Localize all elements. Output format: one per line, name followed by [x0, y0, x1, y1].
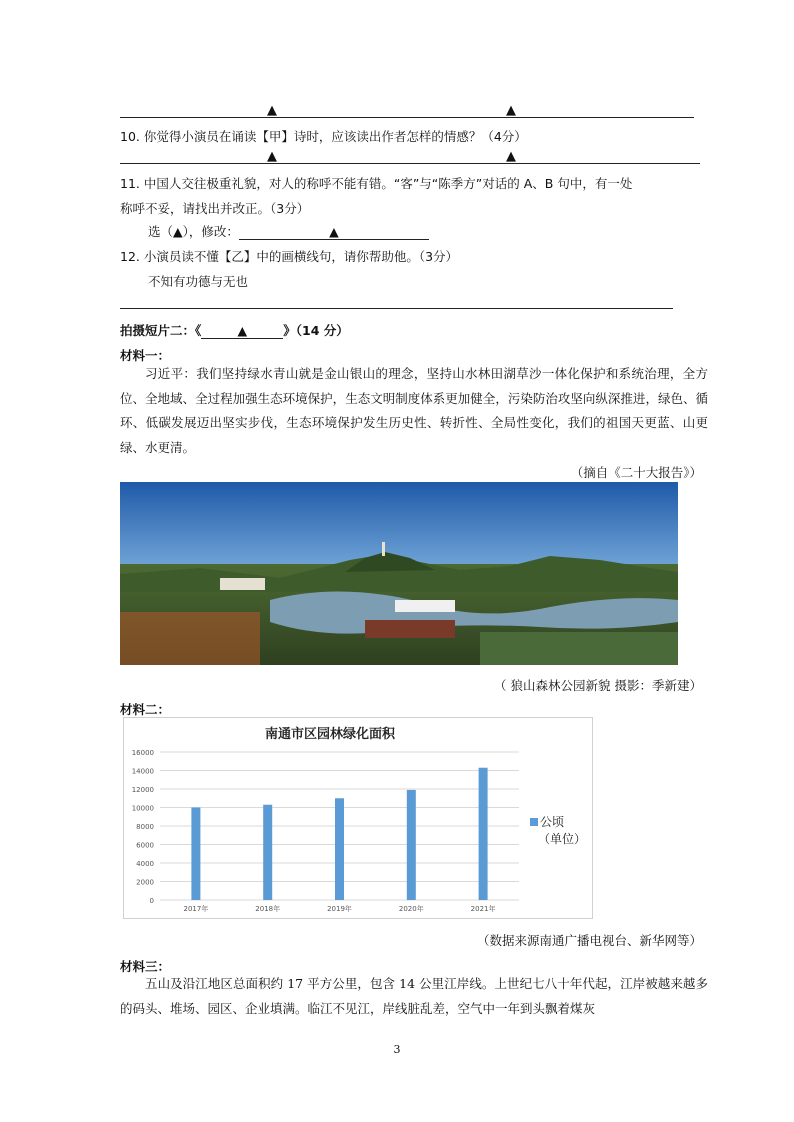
green-area-bar-chart	[124, 718, 592, 918]
y-tick-label: 14000	[131, 767, 154, 776]
section-title	[120, 321, 349, 339]
y-tick-label: 16000	[131, 749, 154, 757]
page-number: 3	[393, 1043, 401, 1056]
material-2-label: 材料二：	[120, 702, 171, 717]
bar	[335, 798, 344, 900]
question-11-line2: 称呼不妥，请找出并改正。（3分）	[120, 201, 310, 216]
chart-frame	[123, 717, 593, 919]
y-tick-label: 12000	[131, 786, 154, 794]
triangle-marker: ▲	[506, 103, 516, 118]
y-tick-label: 4000	[136, 860, 154, 868]
material-1-text: 习近平：我们坚持绿水青山就是金山银山的理念，坚持山水林田湖草沙一体化保护和系统治理，全方位、全地域、全过程加强生态环境保护，生态文明制度体系更加健全，污染防治攻坚向纵深推进，绿色、循环、低碳发展迈出坚实步伐，生态环境保护发生历史性、转折性、全局性变化，我们的祖国天更蓝、山更绿、水更清。	[120, 366, 708, 455]
x-tick-label: 2019年	[327, 905, 352, 913]
modify-label: ），修改：	[182, 224, 239, 239]
legend-label: 公顷	[540, 815, 565, 829]
triangle-marker: ▲	[329, 224, 339, 239]
x-tick-label: 2020年	[398, 905, 424, 913]
answer-blank	[239, 225, 429, 240]
bar	[479, 768, 488, 900]
bar	[407, 790, 416, 900]
y-tick-label: 8000	[136, 823, 154, 831]
triangle-marker: ▲	[237, 323, 248, 338]
underlined-sentence: 不知有功德与无也	[148, 274, 249, 289]
legend-swatch	[530, 818, 538, 826]
question-11-line1: 11. 中国人交往极重礼貌，对人的称呼不能有错。“客”与“陈季方”对话的 A、B 句中，有一处	[120, 176, 633, 191]
bar	[263, 805, 272, 900]
question-11-choose	[148, 222, 429, 240]
title-blank	[201, 324, 283, 339]
chart-title: 南通市区园林绿化面积	[264, 727, 396, 742]
answer-line-q12	[120, 308, 673, 309]
bar	[191, 808, 200, 901]
x-tick-label: 2018年	[255, 905, 281, 913]
answer-line-top	[120, 117, 694, 118]
triangle-marker: ▲	[173, 224, 183, 239]
section-title-prefix: 拍摄短片二：《	[120, 323, 202, 338]
choose-label: 选（	[148, 224, 174, 239]
material-1-source: （摘自《二十大报告》）	[570, 465, 702, 480]
material-1-label: 材料一：	[120, 348, 171, 363]
legend-unit: （单位）	[538, 832, 587, 846]
material-3-text: 五山及沿江地区总面积约 17 平方公里，包含 14 公里江岸线。上世纪七八十年代起，江岸被越来越多的码头、堆场、园区、企业填满。临江不见江，岸线脏乱差，空气中一年到头飘着煤灰	[120, 976, 708, 1016]
y-tick-label: 2000	[136, 878, 154, 887]
x-tick-label: 2017年	[183, 905, 209, 913]
y-tick-label: 10000	[131, 804, 154, 813]
question-12: 12. 小演员读不懂【乙】中的画横线句，请你帮助他。（3分）	[120, 249, 459, 264]
section-title-suffix: 》（14 分）	[283, 323, 349, 338]
material-3-label: 材料三：	[120, 959, 171, 974]
triangle-marker: ▲	[267, 149, 277, 164]
langshan-park-photo	[120, 482, 678, 665]
triangle-marker: ▲	[267, 103, 277, 118]
material-2-source: （数据来源南通广播电视台、新华网等）	[476, 933, 702, 948]
y-tick-label: 0	[149, 897, 154, 905]
photo-caption: （ 狼山森林公园新貌 摄影：季新建）	[494, 678, 702, 693]
x-tick-label: 2021年	[470, 905, 496, 913]
answer-line-q10	[120, 163, 700, 164]
question-10: 10. 你觉得小演员在诵读【甲】诗时，应该读出作者怎样的情感？（4分）	[120, 129, 527, 144]
y-tick-label: 6000	[136, 841, 154, 850]
triangle-marker: ▲	[506, 149, 516, 164]
